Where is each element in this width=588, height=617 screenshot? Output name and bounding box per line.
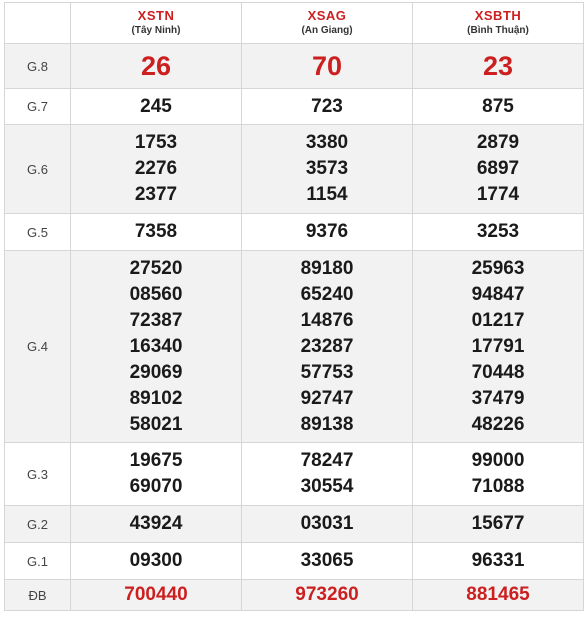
prize-number: 71088 [471, 476, 525, 497]
special-prize-number: 700440 [124, 584, 188, 605]
prize-number: 57753 [300, 361, 354, 383]
prize-cell [71, 44, 242, 89]
prize-number: 94847 [471, 283, 525, 305]
prize-number: 25963 [471, 257, 525, 279]
prize-number: 2276 [134, 158, 178, 179]
prize-number: 43924 [129, 513, 183, 534]
prize-number: 78247 [300, 450, 354, 471]
prize-cell [71, 506, 242, 543]
prize-number: 48226 [471, 413, 525, 435]
prize-cell [242, 506, 413, 543]
prize-row-g6 [5, 125, 584, 214]
prize-number: 89102 [129, 387, 183, 409]
prize-row-g7 [5, 89, 584, 125]
prize-cell [71, 214, 242, 251]
province-header-tay-ninh[interactable] [71, 3, 242, 44]
prize-number: 3380 [305, 132, 349, 153]
prize-number: 92747 [300, 387, 354, 409]
prize-row-g8 [5, 44, 584, 89]
prize-number: 69070 [129, 476, 183, 497]
prize-number: 6897 [476, 158, 520, 179]
prize-number: 2377 [134, 184, 178, 205]
prize-cell [413, 443, 584, 506]
prize-number: 3253 [476, 221, 520, 242]
prize-number: 23 [482, 51, 514, 81]
prize-number: 58021 [129, 413, 183, 435]
prize-cell [242, 543, 413, 580]
prize-label: G.1 [5, 543, 71, 580]
header-row [5, 3, 584, 44]
prize-number: 08560 [129, 283, 183, 305]
prize-row-g2 [5, 506, 584, 543]
prize-label: G.3 [5, 443, 71, 506]
prize-number: 37479 [471, 387, 525, 409]
prize-cell [413, 506, 584, 543]
prize-number: 96331 [471, 550, 525, 571]
prize-number: 65240 [300, 283, 354, 305]
prize-cell [71, 251, 242, 443]
prize-number: 30554 [300, 476, 354, 497]
prize-cell [71, 89, 242, 125]
special-prize-number: 881465 [466, 584, 530, 605]
prize-number: 2879 [476, 132, 520, 153]
prize-number: 9376 [305, 221, 349, 242]
prize-cell [71, 443, 242, 506]
prize-number: 14876 [300, 309, 354, 331]
prize-cell [413, 125, 584, 214]
prize-number: 3573 [305, 158, 349, 179]
province-code[interactable]: XSBTH [474, 8, 522, 23]
prize-row-g1 [5, 543, 584, 580]
prize-cell [242, 214, 413, 251]
prize-cell [242, 125, 413, 214]
prize-number: 875 [482, 95, 514, 117]
prize-cell [242, 580, 413, 611]
prize-cell [413, 251, 584, 443]
prize-number: 1774 [476, 184, 520, 205]
prize-label: G.6 [5, 125, 71, 214]
prize-label: G.8 [5, 44, 71, 89]
prize-number: 70448 [471, 361, 525, 383]
special-prize-number: 973260 [295, 584, 359, 605]
prize-number: 723 [311, 95, 343, 117]
prize-row-special [5, 580, 584, 611]
prize-number: 33065 [300, 550, 354, 571]
prize-label: G.5 [5, 214, 71, 251]
prize-number: 99000 [471, 450, 525, 471]
province-name: (An Giang) [301, 25, 353, 36]
prize-cell [71, 580, 242, 611]
prize-number: 17791 [471, 335, 525, 357]
prize-number: 1753 [134, 132, 178, 153]
province-header-binh-thuan[interactable] [413, 3, 584, 44]
prize-number: 29069 [129, 361, 183, 383]
prize-cell [71, 125, 242, 214]
prize-cell [413, 44, 584, 89]
prize-number: 01217 [471, 309, 525, 331]
prize-number: 72387 [129, 309, 183, 331]
prize-number: 19675 [129, 450, 183, 471]
lottery-results-table [4, 2, 584, 611]
province-name: (Tây Ninh) [131, 25, 181, 36]
prize-number: 26 [140, 51, 172, 81]
prize-number: 16340 [129, 335, 183, 357]
prize-cell [242, 44, 413, 89]
prize-cell [71, 543, 242, 580]
prize-cell [242, 251, 413, 443]
prize-row-g4 [5, 251, 584, 443]
prize-label: ĐB [5, 580, 71, 611]
prize-cell [413, 89, 584, 125]
corner-cell [5, 3, 71, 44]
prize-label: G.4 [5, 251, 71, 443]
province-name: (Bình Thuận) [467, 25, 529, 36]
prize-row-g5 [5, 214, 584, 251]
prize-number: 09300 [129, 550, 183, 571]
prize-number: 1154 [306, 184, 348, 205]
prize-cell [413, 214, 584, 251]
province-code[interactable]: XSAG [307, 8, 347, 23]
province-code[interactable]: XSTN [137, 8, 175, 23]
province-header-an-giang[interactable] [242, 3, 413, 44]
prize-number: 245 [140, 95, 172, 117]
prize-number: 27520 [129, 257, 183, 279]
prize-number: 7358 [134, 221, 178, 242]
prize-number: 89138 [300, 413, 354, 435]
prize-row-g3 [5, 443, 584, 506]
prize-cell [242, 443, 413, 506]
prize-number: 89180 [300, 257, 354, 279]
prize-label: G.7 [5, 89, 71, 125]
prize-cell [413, 580, 584, 611]
prize-cell [413, 543, 584, 580]
prize-number: 15677 [471, 513, 525, 534]
prize-cell [242, 89, 413, 125]
prize-number: 03031 [300, 513, 354, 534]
prize-number: 23287 [300, 335, 354, 357]
prize-number: 70 [311, 51, 343, 81]
prize-label: G.2 [5, 506, 71, 543]
